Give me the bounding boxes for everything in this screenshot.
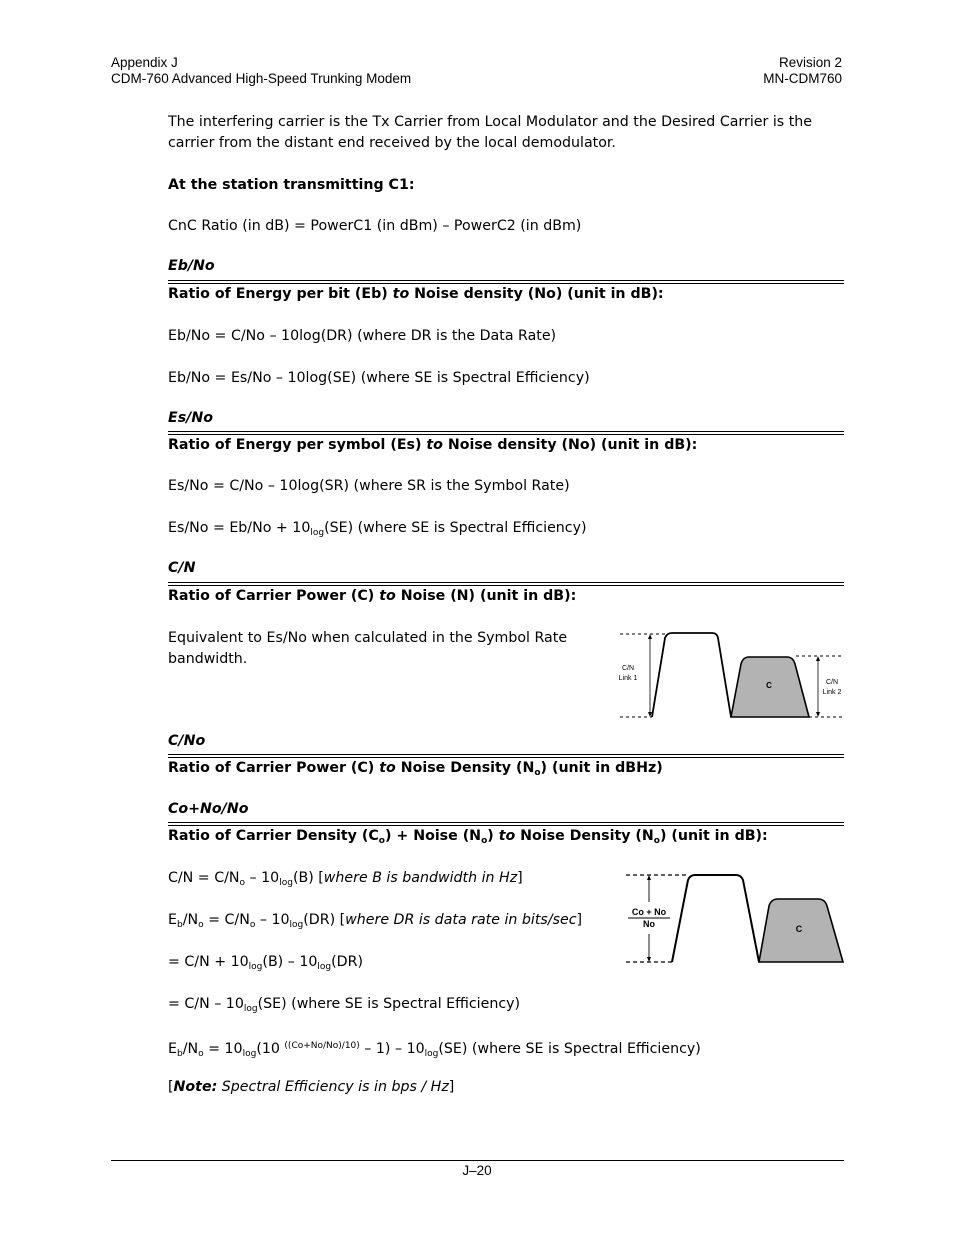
cno-subtitle: Ratio of Carrier Power (C) to Noise Density $(N_o)$ (unit in dBHz) bbox=[168, 760, 663, 778]
conono-arrowhead-down bbox=[647, 957, 651, 962]
conono-arrowhead-up bbox=[647, 875, 651, 880]
conono-fraction-denominator: No bbox=[643, 919, 655, 929]
formula-cn: $C/N = C/N_o - 10_{log}(B)$ [where B is bandwidth in Hz] bbox=[168, 870, 523, 888]
esno-subtitle: Ratio of Energy per symbol (Es) to Noise density (No) (unit in dB): bbox=[168, 437, 698, 453]
interfering-carrier-shape bbox=[652, 633, 731, 717]
spectral-efficiency-note: [Note: Spectral Efficiency is in bps / Hz] bbox=[168, 1079, 455, 1095]
cn-link-diagram bbox=[612, 626, 846, 724]
cn-carrier-label: C bbox=[766, 681, 772, 690]
cn-description: Equivalent to Es/No when calculated in the Symbol Rate bandwidth. bbox=[168, 630, 568, 667]
formula-ebno-conono: $E_b/N_o = 10_{log}(10$ $^{((Co+No/No)/10)} - 1) - 10_{log}(SE)$ (where SE is Spectral Efficiency) bbox=[168, 1041, 701, 1059]
header-appendix: Appendix J bbox=[111, 55, 178, 70]
cn-link2-arrowhead-up bbox=[816, 656, 820, 661]
conono-interfering-carrier bbox=[672, 875, 759, 962]
conono-carrier-label: C bbox=[795, 924, 803, 934]
cn-link1-arrowhead-up bbox=[648, 634, 652, 639]
header-product: CDM-760 Advanced High-Speed Trunking Modem bbox=[111, 71, 412, 86]
page-number: J–20 bbox=[462, 1163, 492, 1178]
conono-fraction-numerator: Co + No bbox=[631, 907, 667, 917]
header-manual-number: MN-CDM760 bbox=[763, 71, 842, 86]
cn-link2-label-top: C/N bbox=[825, 679, 839, 686]
station-heading: At the station transmitting C1: bbox=[168, 177, 415, 193]
ebno-formula-1: Eb/No = C/No – 10log(DR) (where DR is the Data Rate) bbox=[168, 328, 557, 344]
intro-paragraph: The interfering carrier is the Tx Carrier from Local Modulator and the Desired Carrier is the carrier from the distant end received by the local demodulator. bbox=[168, 114, 812, 151]
header-revision: Revision 2 bbox=[778, 55, 842, 70]
header-right bbox=[763, 55, 842, 87]
esno-title: Es/No bbox=[168, 410, 213, 426]
ebno-subtitle: Ratio of Energy per bit (Eb) to Noise density (No) (unit in dB): bbox=[168, 286, 664, 302]
formula-cn-b-dr: = $C/N + 10_{log}(B) - 10_{log}(DR)$ bbox=[168, 954, 363, 972]
conono-title: Co+No/No bbox=[168, 801, 249, 817]
ebno-formula-2: Eb/No = Es/No – 10log(SE) (where SE is Spectral Efficiency) bbox=[168, 370, 590, 386]
cn-title: C/N bbox=[168, 560, 196, 576]
cn-link1-label-bottom: Link 1 bbox=[618, 675, 638, 682]
cn-link2-arrowhead-down bbox=[816, 712, 820, 717]
ebno-title: Eb/No bbox=[168, 258, 215, 274]
cno-title: C/No bbox=[168, 733, 206, 749]
conono-diagram bbox=[622, 868, 846, 968]
formula-cn-se: = $C/N - 10_{log}(SE)$ (where SE is Spectral Efficiency) bbox=[168, 996, 521, 1014]
cn-link2-label-bottom: Link 2 bbox=[822, 689, 842, 696]
cn-subtitle: Ratio of Carrier Power (C) to Noise (N) (unit in dB): bbox=[168, 588, 577, 604]
footer-rule bbox=[111, 1160, 844, 1161]
esno-formula-2: $Es/No = Eb/No + 10_{log}(SE)$ (where SE is Spectral Efficiency) bbox=[168, 520, 587, 538]
esno-formula-1: Es/No = C/No – 10log(SR) (where SR is the Symbol Rate) bbox=[168, 478, 570, 494]
conono-subtitle: Ratio of Carrier Density $(C_o)$ + Noise $(N_o)$ to Noise Density $(N_o)$ (unit in dB): bbox=[168, 828, 768, 846]
header-left bbox=[111, 55, 411, 87]
cnc-formula: CnC Ratio (in dB) = PowerC1 (in dBm) – PowerC2 (in dBm) bbox=[168, 218, 582, 234]
cn-link1-label-top: C/N bbox=[621, 665, 635, 672]
formula-ebno-dr: $E_b/N_o = C/N_o - 10_{log}(DR)$ [where DR is data rate in bits/sec] bbox=[168, 912, 583, 930]
